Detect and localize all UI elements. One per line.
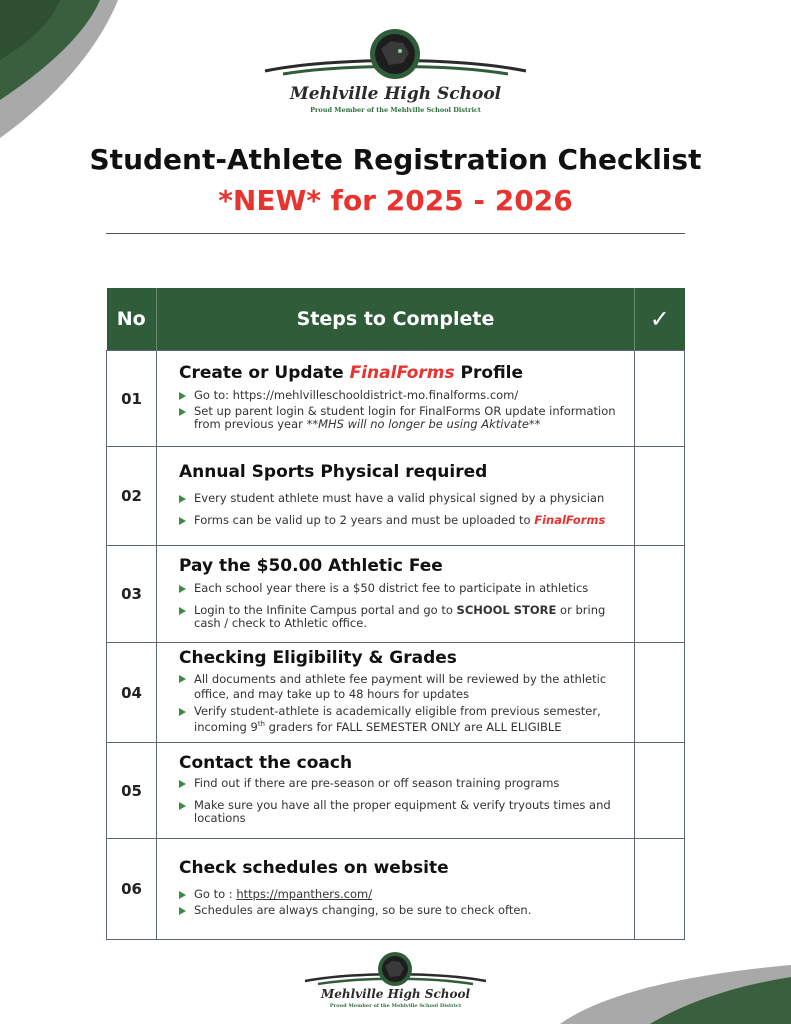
step-number: 04 — [107, 643, 157, 743]
table-row — [107, 546, 685, 643]
table-row — [107, 643, 685, 743]
step-title: Checking Eligibility & Grades — [179, 648, 457, 669]
step-title: Check schedules on website — [179, 858, 449, 878]
step-number: 06 — [107, 839, 157, 940]
arrow-bullet-icon — [179, 891, 186, 899]
arrow-bullet-icon — [179, 517, 186, 525]
step-content — [157, 447, 635, 546]
page-subtitle: *NEW* for 2025 - 2026 — [218, 184, 573, 217]
header-check: ✓ — [635, 288, 685, 351]
step-number: 01 — [107, 351, 157, 447]
step-number: 03 — [107, 546, 157, 643]
arrow-bullet-icon — [179, 392, 186, 400]
table-row — [107, 839, 685, 940]
table-row — [107, 447, 685, 546]
checklist-table — [106, 288, 685, 940]
list-item: Find out if there are pre-season or off season training programs — [179, 777, 622, 790]
step-content — [157, 743, 635, 839]
arrow-bullet-icon — [179, 708, 186, 716]
arrow-bullet-icon — [179, 585, 186, 593]
checkbox-cell[interactable] — [635, 447, 685, 546]
arrow-bullet-icon — [179, 408, 186, 416]
step-content — [157, 546, 635, 643]
step-number: 05 — [107, 743, 157, 839]
header-steps: Steps to Complete — [157, 288, 635, 351]
arrow-bullet-icon — [179, 802, 186, 810]
page-title: Student-Athlete Registration Checklist — [89, 143, 702, 176]
header-no: No — [107, 288, 157, 351]
school-tagline: Proud Member of the Mehlville School District — [329, 1003, 462, 1009]
checkbox-cell[interactable] — [635, 351, 685, 447]
list-item: Each school year there is a $50 district fee to participate in athletics — [179, 582, 622, 595]
arrow-bullet-icon — [179, 495, 186, 503]
list-item: Go to : https://mpanthers.com/ — [179, 888, 622, 901]
step-content — [157, 643, 635, 743]
checkbox-cell[interactable] — [635, 546, 685, 643]
step-title: Create or Update FinalForms Profile — [179, 363, 524, 383]
panther-logo-icon — [303, 951, 488, 991]
list-item: Every student athlete must have a valid physical signed by a physician — [179, 492, 622, 505]
step-title: Annual Sports Physical required — [179, 462, 488, 482]
corner-wave-top-left — [0, 0, 130, 150]
school-tagline: Proud Member of the Mehlville School District — [310, 106, 481, 114]
step-content — [157, 351, 635, 447]
panther-logo-icon — [263, 27, 528, 82]
website-link[interactable]: https://mpanthers.com/ — [236, 887, 373, 901]
list-item: Login to the Infinite Campus portal and go to SCHOOL STORE or bring cash / check to Athletic office. — [179, 604, 622, 630]
checkbox-cell[interactable] — [635, 743, 685, 839]
table-header — [107, 288, 685, 351]
step-title: Pay the $50.00 Athletic Fee — [179, 555, 443, 576]
list-item: Set up parent login & student login for FinalForms OR update information from previous year **MHS will no longer be using Aktivate** — [179, 405, 622, 431]
table-row — [107, 351, 685, 447]
list-item: Forms can be valid up to 2 years and must be uploaded to FinalForms — [179, 514, 622, 527]
school-name: Mehlville High School — [320, 987, 471, 1001]
arrow-bullet-icon — [179, 780, 186, 788]
arrow-bullet-icon — [179, 607, 186, 615]
list-item: Schedules are always changing, so be sure to check often. — [179, 904, 622, 917]
school-name: Mehlville High School — [289, 84, 502, 104]
list-item: Verify student-athlete is academically eligible from previous semester, incoming 9th graders for FALL SEMESTER ONLY are ALL ELIGIBLE — [179, 705, 622, 734]
arrow-bullet-icon — [179, 675, 186, 683]
divider — [106, 233, 685, 234]
checkbox-cell[interactable] — [635, 839, 685, 940]
step-title: Contact the coach — [179, 753, 353, 773]
step-content — [157, 839, 635, 940]
arrow-bullet-icon — [179, 907, 186, 915]
table-row — [107, 743, 685, 839]
step-number: 02 — [107, 447, 157, 546]
checkbox-cell[interactable] — [635, 643, 685, 743]
list-item: Make sure you have all the proper equipment & verify tryouts times and locations — [179, 799, 622, 825]
list-item: All documents and athlete fee payment will be reviewed by the athletic office, and may take up to 48 hours for updates — [179, 672, 622, 702]
list-item: Go to: https://mehlvilleschooldistrict-mo.finalforms.com/ — [179, 389, 622, 402]
